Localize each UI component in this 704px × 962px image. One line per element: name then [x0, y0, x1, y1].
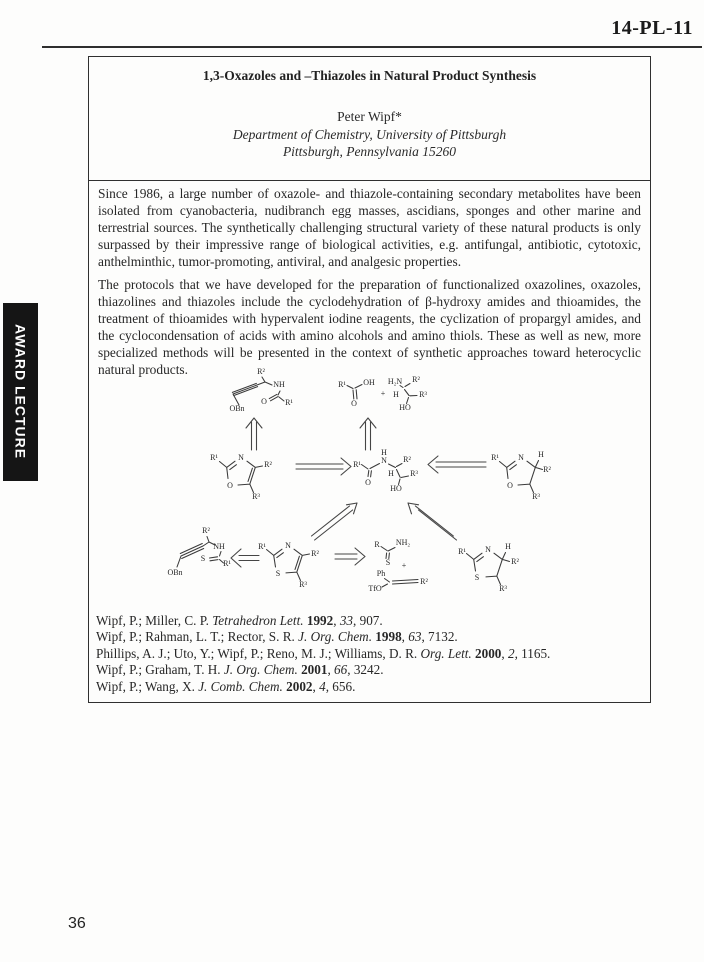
- scheme-atom-label: R²: [403, 455, 411, 464]
- scheme-atom-label: H: [505, 542, 511, 551]
- reference-segment: 2001: [301, 662, 328, 678]
- scheme-atom-label: R¹: [223, 559, 231, 568]
- reference-segment: , 907.: [353, 613, 383, 628]
- scheme-atom-label: R: [374, 540, 380, 549]
- scheme-atom-label: NH: [213, 542, 225, 551]
- scheme-atom-label: N: [285, 541, 291, 550]
- reference-segment: J. Comb. Chem.: [198, 678, 287, 694]
- thiazole-structure: [267, 549, 310, 580]
- scheme-atom-label: R¹: [458, 547, 466, 556]
- scheme-atom-label: R¹: [258, 542, 266, 551]
- scheme-atom-label: O: [227, 481, 233, 490]
- scheme-atom-label: OH: [363, 378, 375, 387]
- reference-segment: ,: [401, 629, 409, 645]
- scheme-atom-label: TfO: [368, 584, 382, 593]
- scheme-atom-label: NH: [273, 380, 285, 389]
- reference-segment: ,: [333, 613, 340, 628]
- scheme-atom-label: R³: [410, 469, 418, 478]
- scheme-atom-label: NH₂: [395, 538, 411, 547]
- references-list: [96, 613, 644, 695]
- abstract-body: [98, 185, 641, 384]
- scheme-atom-label: HO: [390, 484, 402, 493]
- scheme-atom-label: S: [474, 573, 480, 582]
- scheme-atom-label: N: [238, 453, 244, 462]
- scheme-atom-label: H: [538, 450, 544, 459]
- scheme-atom-label: R³: [499, 584, 507, 593]
- oxazoline-structure: [500, 461, 543, 493]
- scheme-atom-label: R³: [532, 492, 540, 501]
- reference-segment: Org. Lett.: [420, 645, 475, 661]
- scheme-atom-label: O: [507, 481, 513, 490]
- author-name: Peter Wipf*: [337, 109, 402, 124]
- retro-arrow-left-to-center: [428, 456, 486, 473]
- scheme-atom-label: R²: [511, 557, 519, 566]
- oxazole-structure: [220, 461, 263, 492]
- reference-segment: 4: [319, 678, 326, 694]
- scheme-atom-label: R³: [252, 492, 260, 501]
- reference-segment: Wipf, P.; Miller, C. P.: [96, 613, 213, 628]
- scheme-atom-label: R³: [419, 390, 427, 399]
- scheme-atom-label: R¹: [285, 398, 293, 407]
- reference-segment: 66: [334, 662, 348, 678]
- scheme-atom-label: R²: [257, 368, 265, 376]
- reference-segment: Wipf, P.; Graham, T. H.: [96, 662, 224, 678]
- scheme-atom-label: R¹: [210, 453, 218, 462]
- spine-label: AWARD LECTURE: [12, 324, 29, 460]
- scheme-atom-label: +: [401, 561, 407, 570]
- reference-entry: [96, 679, 644, 695]
- reference-entry: [96, 646, 644, 662]
- reference-entry: [96, 629, 644, 645]
- retrosynthesis-scheme: [91, 368, 639, 610]
- scheme-atom-label: S: [385, 558, 391, 567]
- scheme-atom-label: OBn: [229, 404, 245, 413]
- page-number: 36: [68, 915, 86, 932]
- reference-segment: Phillips, A. J.; Uto, Y.; Wipf, P.; Reno, M. J.; Williams, D. R.: [96, 645, 421, 661]
- reference-entry: [96, 662, 644, 678]
- scheme-atom-label: H: [381, 448, 387, 457]
- scheme-atom-label: OBn: [167, 568, 183, 577]
- retro-arrow-up-left: [246, 418, 262, 450]
- abstract-title: 1,3-Oxazoles and –Thiazoles in Natural Product Synthesis: [202, 68, 537, 83]
- scheme-atom-label: R¹: [338, 380, 346, 389]
- scheme-atom-label: +: [380, 389, 386, 398]
- scheme-atom-label: R²: [311, 549, 319, 558]
- reference-segment: 1992: [306, 613, 334, 628]
- reference-segment: , 656.: [325, 678, 356, 694]
- reference-segment: , 7132.: [421, 629, 458, 645]
- reference-entry: [96, 613, 644, 629]
- header-rule: [42, 46, 702, 48]
- scheme-atom-label: R¹: [491, 453, 499, 462]
- scheme-atom-label: H: [388, 469, 394, 478]
- scheme-atom-label: H: [393, 390, 399, 399]
- scheme-atom-label: O: [261, 397, 267, 406]
- byline-block: [89, 108, 650, 161]
- reference-segment: J. Org. Chem.: [223, 662, 302, 678]
- retro-arrow-up-right: [360, 418, 376, 450]
- scheme-atom-label: S: [200, 554, 206, 563]
- reference-segment: 63: [408, 629, 422, 645]
- reference-segment: ,: [501, 645, 508, 661]
- reference-segment: ,: [312, 678, 320, 694]
- reference-segment: , 3242.: [347, 662, 384, 678]
- scheme-atom-label: R²: [543, 465, 551, 474]
- retro-arrow-diagonal-right: [408, 503, 457, 540]
- scheme-atom-label: H₂N: [387, 377, 403, 386]
- abstract-code: 14-PL-11: [611, 17, 693, 39]
- abstract-paragraph-2: The protocols that we have developed for the preparation of functionalized oxazolines, oxazoles, thiazolines and thiazoles include the cyclodehydration of β-hydroxy amides and thioamides, the treatment of thioamides with hypervalent iodine reagents, the cyclization of propargyl amides, and the cyclocondensation of acids with amino alcohols and amino thiols. These as well as new, more specialized methods will be presented in the context of synthetic approaches toward heterocyclic natural products.: [98, 277, 641, 377]
- retro-arrow-diagonal-left: [312, 503, 358, 540]
- reference-segment: 2002: [286, 678, 313, 694]
- retro-arrow-right-to-center: [296, 458, 351, 475]
- reference-segment: 1998: [375, 629, 402, 645]
- retro-arrow-bottom-left: [231, 549, 259, 567]
- reference-segment: J. Org. Chem.: [298, 629, 376, 645]
- abstract-frame: [88, 56, 651, 703]
- reference-segment: 2: [507, 645, 515, 661]
- scheme-atom-label: Ph: [376, 569, 386, 578]
- affiliation-line-1: Department of Chemistry, University of Pittsburgh: [232, 126, 507, 142]
- affiliation-line-2: Pittsburgh, Pennsylvania 15260: [282, 144, 457, 159]
- scheme-atom-label: R²: [420, 577, 428, 586]
- scheme-atom-label: O: [365, 478, 371, 487]
- scheme-atom-label: N: [518, 453, 524, 462]
- retro-arrow-bottom-right: [335, 548, 365, 565]
- scheme-atom-label: N: [381, 456, 387, 465]
- reference-segment: Wipf, P.; Rahman, L. T.; Rector, S. R.: [96, 629, 299, 645]
- abstract-paragraph-1: Since 1986, a large number of oxazole- and thiazole-containing secondary metabolites have been isolated from cyanobacteria, nudibranch egg masses, ascidians, sponges and other marine and terrestrial sources. The synthetically challenging structural variety of these natural products is only surpassed by their impressive range of biological activities, e.g. antifungal, antibiotic, cytotoxic, anthelminthic, tumor-promoting, antiviral, and analgesic properties.: [98, 186, 641, 269]
- byline-divider-rule: [89, 180, 650, 181]
- scheme-atom-label: N: [485, 545, 491, 554]
- reference-segment: ,: [327, 662, 335, 678]
- thiazoline-structure: [467, 553, 510, 585]
- scheme-atom-label: R¹: [353, 460, 361, 469]
- scheme-atom-label: R²: [202, 526, 210, 535]
- scheme-atom-label: R³: [299, 580, 307, 589]
- scheme-atom-label: O: [351, 399, 357, 408]
- reference-segment: , 1165.: [514, 645, 551, 661]
- award-lecture-spine: [3, 303, 38, 481]
- scheme-labels: [167, 368, 551, 593]
- scheme-atom-label: R²: [264, 460, 272, 469]
- scheme-atom-label: S: [275, 569, 281, 578]
- reference-segment: Wipf, P.; Wang, X.: [96, 678, 199, 694]
- reference-segment: Tetrahedron Lett.: [212, 613, 307, 628]
- scheme-atom-label: R²: [412, 375, 420, 384]
- scheme-atom-label: HO: [399, 403, 411, 412]
- reference-segment: 2000: [475, 645, 502, 661]
- reference-segment: 33: [339, 613, 353, 628]
